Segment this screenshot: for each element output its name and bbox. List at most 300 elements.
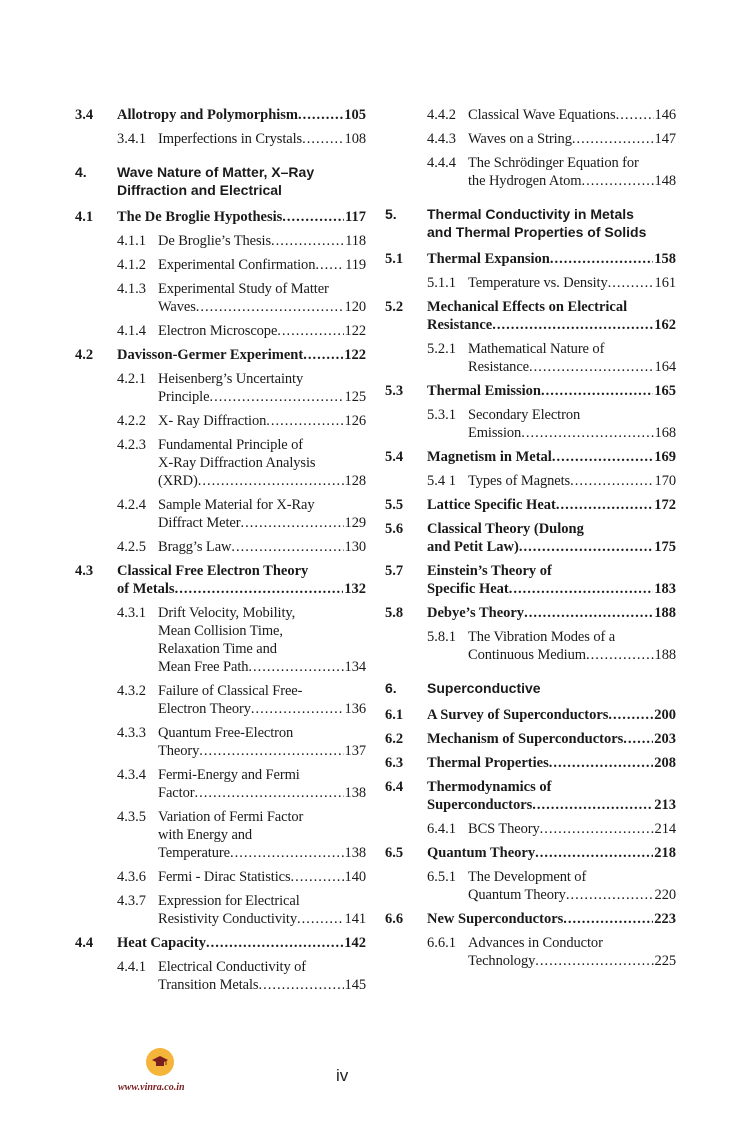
toc-page-number: 117 — [345, 209, 366, 225]
toc-title — [427, 205, 676, 241]
toc-number: 5.5 — [385, 497, 404, 513]
toc-page-number: 200 — [654, 707, 676, 723]
toc-title-line — [158, 538, 366, 556]
toc-title-line — [468, 934, 676, 952]
toc-subsection — [75, 538, 366, 556]
dot-leader — [297, 910, 344, 928]
toc-title-line — [158, 682, 366, 700]
toc-title-text: Mathematical Nature of — [468, 341, 605, 357]
toc-number: 4.3.1 — [117, 605, 146, 621]
toc-number: 4.2.1 — [117, 371, 146, 387]
publisher-logo-icon — [146, 1048, 174, 1076]
toc-subsection — [75, 604, 366, 676]
toc-page-number: 128 — [344, 473, 366, 489]
toc-title — [468, 628, 676, 664]
toc-title-line — [158, 454, 366, 472]
toc-title-line — [468, 106, 676, 124]
toc-title-text: Heat Capacity — [117, 935, 206, 951]
toc-section — [385, 382, 676, 400]
toc-number: 5.2.1 — [427, 341, 456, 357]
toc-title-text: Allotropy and Polymorphism — [117, 107, 299, 123]
toc-title-line — [427, 706, 676, 724]
toc-title-line — [117, 934, 366, 952]
dot-leader — [266, 412, 343, 430]
toc-title-line — [427, 604, 676, 622]
toc-subsection — [75, 280, 366, 316]
toc-title-text: Temperature — [158, 845, 230, 861]
dot-leader — [550, 250, 653, 268]
toc-page-number: 141 — [344, 911, 366, 927]
toc-title-text: and Petit Law) — [427, 539, 519, 555]
toc-title-line — [427, 223, 676, 241]
toc-title-line — [427, 496, 676, 514]
toc-title-text: (XRD) — [158, 473, 198, 489]
toc-subsection — [75, 766, 366, 802]
toc-title-line — [427, 448, 676, 466]
toc-page-number: 142 — [344, 935, 366, 951]
toc-title-line — [427, 538, 676, 556]
dot-leader — [282, 208, 344, 226]
toc-subsection — [75, 130, 366, 148]
toc-title-text: Expression for Electrical — [158, 893, 300, 909]
toc-subsection — [75, 496, 366, 532]
dot-leader — [492, 316, 653, 334]
toc-title-line — [468, 358, 676, 376]
toc-title-line — [158, 658, 366, 676]
toc-title-line — [468, 820, 676, 838]
toc-page-number: 225 — [654, 953, 676, 969]
dot-leader — [541, 382, 653, 400]
toc-title — [427, 844, 676, 862]
toc-title-line — [468, 952, 676, 970]
toc-title-line — [468, 154, 676, 172]
toc-title — [427, 562, 676, 598]
toc-title-line — [427, 298, 676, 316]
toc-title-text: The Vibration Modes of a — [468, 629, 616, 645]
toc-title-text: Drift Velocity, Mobility, — [158, 605, 296, 621]
toc-number: 5. — [385, 206, 397, 222]
toc-title-text: Transition Metals — [158, 977, 259, 993]
toc-number: 4.3.4 — [117, 767, 146, 783]
toc-section — [385, 448, 676, 466]
toc-subsection — [385, 868, 676, 904]
toc-page-number: 214 — [654, 821, 676, 837]
toc-page-number: 137 — [344, 743, 366, 759]
toc-title-line — [468, 472, 676, 490]
toc-title-text: Emission — [468, 425, 522, 441]
toc-title-text: Diffraction and Electrical — [117, 182, 282, 198]
toc-title-line — [427, 316, 676, 334]
toc-title-text: Quantum Theory — [468, 887, 566, 903]
toc-title-text: X- Ray Diffraction — [158, 413, 267, 429]
dot-leader — [570, 472, 653, 490]
toc-title — [117, 106, 366, 124]
toc-number: 5.4 — [385, 449, 404, 465]
toc-number: 5.2 — [385, 299, 404, 315]
toc-title — [158, 958, 366, 994]
dot-leader — [524, 604, 653, 622]
toc-title-line — [117, 562, 366, 580]
toc-title-text: Classical Theory (Dulong — [427, 521, 584, 537]
toc-title — [427, 754, 676, 772]
dot-leader — [251, 700, 344, 718]
toc-number: 4. — [75, 164, 87, 180]
toc-number: 6.2 — [385, 731, 404, 747]
toc-title-line — [158, 808, 366, 826]
toc-title-line — [158, 622, 366, 640]
toc-page-number: 130 — [344, 539, 366, 555]
toc-section — [75, 934, 366, 952]
toc-page-number: 188 — [654, 647, 676, 663]
toc-subsection — [385, 274, 676, 292]
toc-title-text: Temperature vs. Density — [468, 275, 608, 291]
toc-number: 4.4.2 — [427, 107, 456, 123]
toc-title — [427, 706, 676, 724]
toc-title-line — [158, 298, 366, 316]
dot-leader — [271, 232, 344, 250]
dot-leader — [298, 106, 343, 124]
toc-page-number: 148 — [654, 173, 676, 189]
toc-page-number: 120 — [344, 299, 366, 315]
toc-title — [158, 412, 366, 430]
toc-title-line — [158, 280, 366, 298]
toc-title-line — [427, 730, 676, 748]
toc-title-line — [117, 106, 366, 124]
toc-title-line — [427, 910, 676, 928]
toc-title-text: Specific Heat — [427, 581, 509, 597]
toc-title-line — [158, 958, 366, 976]
toc-subsection — [385, 820, 676, 838]
toc-title-text: The Schrödinger Equation for — [468, 155, 639, 171]
toc-subsection — [385, 130, 676, 148]
dot-leader — [231, 538, 343, 556]
toc-subsection — [385, 934, 676, 970]
toc-title-text: X-Ray Diffraction Analysis — [158, 455, 316, 471]
toc-subsection — [75, 682, 366, 718]
toc-number: 3.4 — [75, 107, 94, 123]
toc-title-text: Waves — [158, 299, 196, 315]
toc-section — [385, 562, 676, 598]
toc-number: 4.1 — [75, 209, 94, 225]
toc-subsection — [75, 412, 366, 430]
toc-title — [427, 910, 676, 928]
dot-leader — [616, 106, 654, 124]
toc-page-number: 175 — [654, 539, 676, 555]
toc-title-line — [158, 496, 366, 514]
toc-title-line — [427, 844, 676, 862]
toc-title-text: Electrical Conductivity of — [158, 959, 306, 975]
dot-leader — [556, 496, 653, 514]
toc-page-number: 169 — [654, 449, 676, 465]
toc-title-line — [427, 580, 676, 598]
toc-number: 6.1 — [385, 707, 404, 723]
toc-title — [117, 934, 366, 952]
toc-title-line — [468, 646, 676, 664]
toc-number: 5.1.1 — [427, 275, 456, 291]
toc-title-text: Electron Theory — [158, 701, 251, 717]
toc-title-line — [468, 886, 676, 904]
toc-title — [117, 163, 366, 199]
toc-number: 4.3.2 — [117, 683, 146, 699]
dot-leader — [521, 424, 653, 442]
toc-title — [468, 274, 676, 292]
toc-title-line — [158, 766, 366, 784]
toc-title — [158, 322, 366, 340]
toc-number: 4.4 — [75, 935, 94, 951]
toc-title — [158, 280, 366, 316]
toc-page-number: 168 — [654, 425, 676, 441]
toc-subsection — [385, 340, 676, 376]
dot-leader — [194, 784, 343, 802]
toc-section — [385, 298, 676, 334]
toc-section — [385, 604, 676, 622]
toc-number: 6.5.1 — [427, 869, 456, 885]
toc-number: 4.4.3 — [427, 131, 456, 147]
toc-title-line — [158, 370, 366, 388]
toc-title-line — [158, 892, 366, 910]
toc-title-line — [427, 778, 676, 796]
toc-subsection — [75, 868, 366, 886]
toc-title-line — [158, 472, 366, 490]
toc-title-text: Relaxation Time and — [158, 641, 277, 657]
toc-title-line — [158, 844, 366, 862]
toc-page-number: 164 — [654, 359, 676, 375]
toc-title — [468, 472, 676, 490]
toc-section — [75, 106, 366, 124]
toc-title — [158, 766, 366, 802]
toc-title-line — [158, 412, 366, 430]
toc-section — [385, 250, 676, 268]
toc-number: 4.4.4 — [427, 155, 456, 171]
toc-number: 3.4.1 — [117, 131, 146, 147]
toc-page-number: 119 — [345, 257, 366, 273]
dot-leader — [230, 844, 344, 862]
toc-title-text: Classical Free Electron Theory — [117, 563, 309, 579]
toc-title — [117, 346, 366, 364]
dot-leader — [291, 868, 344, 886]
toc-number: 5.3 — [385, 383, 404, 399]
toc-subsection — [75, 370, 366, 406]
toc-page-number: 140 — [344, 869, 366, 885]
toc-title — [427, 604, 676, 622]
toc-title — [427, 298, 676, 334]
toc-chapter — [385, 679, 676, 697]
toc-page-number: 223 — [654, 911, 676, 927]
dot-leader — [540, 820, 654, 838]
toc-title-text: A Survey of Superconductors — [427, 707, 609, 723]
toc-page-number: 138 — [344, 845, 366, 861]
toc-title-line — [427, 562, 676, 580]
toc-number: 5.6 — [385, 521, 404, 537]
toc-page-number: 108 — [344, 131, 366, 147]
toc-title-text: and Thermal Properties of Solids — [427, 224, 647, 240]
toc-title — [427, 520, 676, 556]
toc-title-line — [158, 256, 366, 274]
toc-title — [427, 496, 676, 514]
toc-title-text: Mean Collision Time, — [158, 623, 283, 639]
toc-chapter — [385, 205, 676, 241]
dot-leader — [552, 448, 653, 466]
toc-title-line — [158, 388, 366, 406]
toc-page-number: 134 — [344, 659, 366, 675]
toc-number: 6.6.1 — [427, 935, 456, 951]
toc-page-number: 118 — [345, 233, 366, 249]
toc-title-text: Fermi-Energy and Fermi — [158, 767, 300, 783]
toc-title-line — [468, 340, 676, 358]
toc-title-text: Types of Magnets — [468, 473, 571, 489]
toc-title-line — [158, 232, 366, 250]
toc-title — [427, 679, 676, 697]
toc-subsection — [385, 154, 676, 190]
toc-page-number: 136 — [344, 701, 366, 717]
toc-number: 4.3.3 — [117, 725, 146, 741]
toc-number: 4.2.3 — [117, 437, 146, 453]
toc-section — [385, 730, 676, 748]
dot-leader — [608, 274, 654, 292]
toc-title — [468, 868, 676, 904]
toc-title — [158, 370, 366, 406]
toc-title-text: Quantum Theory — [427, 845, 536, 861]
toc-number: 4.3.6 — [117, 869, 146, 885]
toc-title-line — [158, 130, 366, 148]
toc-title-line — [468, 628, 676, 646]
toc-section — [385, 706, 676, 724]
dot-leader — [240, 514, 343, 532]
toc-number: 4.2.2 — [117, 413, 146, 429]
toc-subsection — [75, 256, 366, 274]
dot-leader — [529, 358, 654, 376]
dot-leader — [535, 844, 653, 862]
toc-title-line — [158, 640, 366, 658]
toc-title-text: Experimental Confirmation — [158, 257, 316, 273]
dot-leader — [258, 976, 343, 994]
toc-number: 5.7 — [385, 563, 404, 579]
toc-title-text: Advances in Conductor — [468, 935, 603, 951]
toc-number: 4.2.4 — [117, 497, 146, 513]
toc-subsection — [75, 808, 366, 862]
toc-title-text: The Development of — [468, 869, 587, 885]
toc-title-text: Waves on a String — [468, 131, 572, 147]
toc-title — [427, 382, 676, 400]
dot-leader — [248, 658, 343, 676]
toc-subsection — [385, 406, 676, 442]
toc-subsection — [75, 724, 366, 760]
toc-title-line — [117, 181, 366, 199]
toc-title — [158, 868, 366, 886]
publisher-url: www.vinra.co.in — [118, 1082, 185, 1093]
toc-title-line — [468, 406, 676, 424]
toc-title-line — [468, 172, 676, 190]
dot-leader — [581, 172, 653, 190]
toc-subsection — [75, 232, 366, 250]
toc-title — [158, 436, 366, 490]
toc-subsection — [385, 628, 676, 664]
toc-title — [158, 130, 366, 148]
toc-number: 5.3.1 — [427, 407, 456, 423]
toc-subsection — [385, 106, 676, 124]
toc-page-number: 105 — [344, 107, 366, 123]
toc-title-text: Fundamental Principle of — [158, 437, 303, 453]
toc-title-text: Principle — [158, 389, 210, 405]
dot-leader — [572, 130, 654, 148]
toc-subsection — [75, 322, 366, 340]
toc-title-line — [158, 604, 366, 622]
toc-title-text: Bragg’s Law — [158, 539, 232, 555]
toc-number: 6. — [385, 680, 397, 696]
toc-title — [468, 406, 676, 442]
toc-title — [158, 496, 366, 532]
dot-leader — [196, 298, 344, 316]
toc-title — [468, 340, 676, 376]
toc-title-text: Experimental Study of Matter — [158, 281, 329, 297]
toc-title-line — [158, 436, 366, 454]
toc-number: 4.3 — [75, 563, 94, 579]
toc-section — [385, 496, 676, 514]
toc-title — [158, 256, 366, 274]
toc-title — [158, 604, 366, 676]
dot-leader — [563, 910, 653, 928]
dot-leader — [623, 730, 653, 748]
toc-number: 5.8 — [385, 605, 404, 621]
toc-title — [468, 130, 676, 148]
toc-title — [117, 562, 366, 598]
toc-section — [385, 844, 676, 862]
dot-leader — [549, 754, 654, 772]
toc-title-line — [117, 580, 366, 598]
toc-title-text: the Hydrogen Atom — [468, 173, 582, 189]
toc-number: 4.3.5 — [117, 809, 146, 825]
toc-number: 6.4.1 — [427, 821, 456, 837]
toc-title-line — [117, 163, 366, 181]
toc-number: 4.1.1 — [117, 233, 146, 249]
toc-title-text: Imperfections in Crystals — [158, 131, 303, 147]
dot-leader — [535, 952, 653, 970]
dot-leader — [532, 796, 653, 814]
toc-title-text: Heisenberg’s Uncertainty — [158, 371, 304, 387]
toc-number: 5.1 — [385, 251, 404, 267]
toc-page-number: 146 — [654, 107, 676, 123]
toc-title-text: Variation of Fermi Factor — [158, 809, 304, 825]
toc-title-text: Mean Free Path — [158, 659, 249, 675]
toc-title-line — [427, 382, 676, 400]
dot-leader — [209, 388, 343, 406]
toc-section — [75, 346, 366, 364]
toc-left-column — [75, 106, 366, 1000]
toc-title-line — [468, 424, 676, 442]
toc-section — [385, 754, 676, 772]
toc-title — [468, 154, 676, 190]
toc-title — [427, 448, 676, 466]
toc-number: 4.1.3 — [117, 281, 146, 297]
toc-number: 4.1.2 — [117, 257, 146, 273]
toc-number: 6.3 — [385, 755, 404, 771]
toc-title-line — [158, 724, 366, 742]
toc-number: 6.6 — [385, 911, 404, 927]
toc-title-line — [427, 250, 676, 268]
toc-title-text: Continuous Medium — [468, 647, 586, 663]
toc-page-number: 172 — [654, 497, 676, 513]
toc-number: 5.8.1 — [427, 629, 456, 645]
toc-title-text: Thermal Conductivity in Metals — [427, 206, 634, 222]
toc-page-number: 122 — [344, 323, 366, 339]
toc-title-text: Sample Material for X-Ray — [158, 497, 315, 513]
toc-page-number: 162 — [654, 317, 676, 333]
toc-section — [385, 520, 676, 556]
toc-title-text: Classical Wave Equations — [468, 107, 616, 123]
toc-title-line — [158, 742, 366, 760]
toc-title — [427, 778, 676, 814]
toc-title-text: Einstein’s Theory of — [427, 563, 552, 579]
